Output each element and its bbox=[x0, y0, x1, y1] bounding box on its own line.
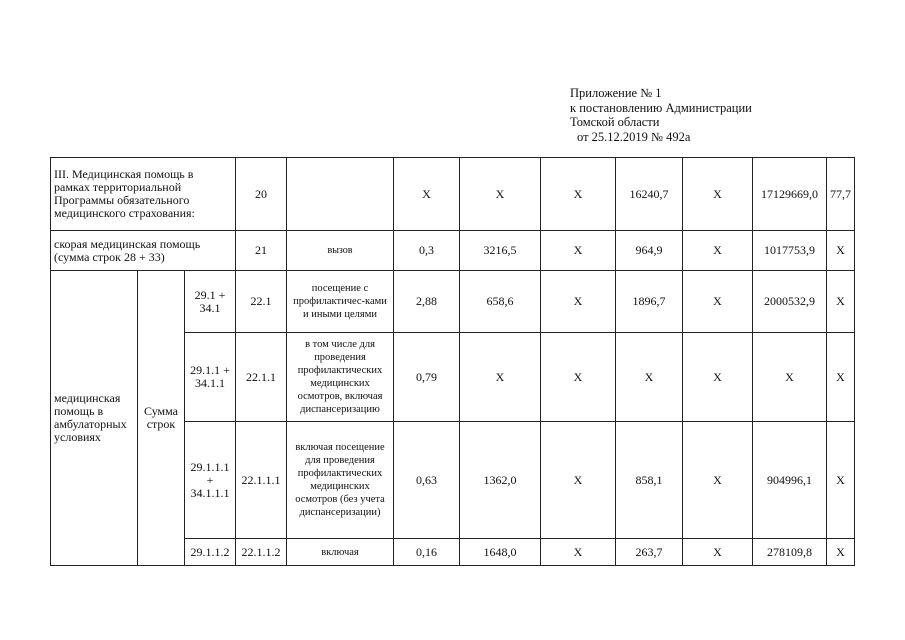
cell-c2: X bbox=[460, 333, 541, 422]
group-name: медицинская помощь в амбулаторных условиях bbox=[51, 271, 138, 566]
cell-c1: 0,79 bbox=[394, 333, 460, 422]
cell-c4: 858,1 bbox=[616, 422, 683, 539]
appendix-line-4: от 25.12.2019 № 492а bbox=[577, 129, 691, 144]
cell-c6: X bbox=[753, 333, 827, 422]
cell-c3: X bbox=[541, 539, 616, 566]
row-line-number: 22.1.1 bbox=[236, 333, 287, 422]
cell-c1: 2,88 bbox=[394, 271, 460, 333]
row-line-number: 22.1.1.2 bbox=[236, 539, 287, 566]
cell-c4: 263,7 bbox=[616, 539, 683, 566]
row-name: скорая медицинская помощь (сумма строк 28 + 33) bbox=[51, 231, 236, 271]
row-line-number: 22.1.1.1 bbox=[236, 422, 287, 539]
financing-table bbox=[50, 157, 855, 566]
cell-c4: 964,9 bbox=[616, 231, 683, 271]
cell-c3: X bbox=[541, 333, 616, 422]
group-sum-label: Сумма строк bbox=[138, 271, 185, 566]
row-source-rows: 29.1.1.1 + 34.1.1.1 bbox=[185, 422, 236, 539]
cell-c1: 0,16 bbox=[394, 539, 460, 566]
cell-c3: X bbox=[541, 158, 616, 231]
row-line-number: 21 bbox=[236, 231, 287, 271]
cell-c7: X bbox=[827, 231, 855, 271]
table-row bbox=[51, 271, 855, 333]
cell-c5: X bbox=[683, 539, 753, 566]
row-unit: включая bbox=[287, 539, 394, 566]
row-unit: включая посещение для проведения профилактических медицинских осмотров (без учета диспансеризации) bbox=[287, 422, 394, 539]
table-row bbox=[51, 231, 855, 271]
row-unit: посещение с профилактичес-ками и иными целями bbox=[287, 271, 394, 333]
cell-c4: 1896,7 bbox=[616, 271, 683, 333]
cell-c5: X bbox=[683, 422, 753, 539]
cell-c1: 0,3 bbox=[394, 231, 460, 271]
cell-c5: X bbox=[683, 158, 753, 231]
cell-c7: 77,7 bbox=[827, 158, 855, 231]
cell-c7: X bbox=[827, 333, 855, 422]
cell-c2: 1648,0 bbox=[460, 539, 541, 566]
row-unit: вызов bbox=[287, 231, 394, 271]
cell-c2: X bbox=[460, 158, 541, 231]
cell-c5: X bbox=[683, 271, 753, 333]
row-source-rows: 29.1.1.2 bbox=[185, 539, 236, 566]
row-unit: в том числе для проведения профилактических медицинских осмотров, включая диспансеризацию bbox=[287, 333, 394, 422]
table-row bbox=[51, 158, 855, 231]
cell-c5: X bbox=[683, 333, 753, 422]
cell-c7: X bbox=[827, 422, 855, 539]
cell-c6: 2000532,9 bbox=[753, 271, 827, 333]
row-source-rows: 29.1.1 + 34.1.1 bbox=[185, 333, 236, 422]
cell-c5: X bbox=[683, 231, 753, 271]
appendix-line-1: Приложение № 1 bbox=[570, 86, 662, 100]
cell-c1: 0,63 bbox=[394, 422, 460, 539]
row-name: III. Медицинская помощь в рамках территориальной Программы обязательного медицинского страхования: bbox=[51, 158, 236, 231]
cell-c6: 17129669,0 bbox=[753, 158, 827, 231]
cell-c4: X bbox=[616, 333, 683, 422]
row-unit bbox=[287, 158, 394, 231]
cell-c2: 1362,0 bbox=[460, 422, 541, 539]
cell-c7: X bbox=[827, 539, 855, 566]
cell-c6: 1017753,9 bbox=[753, 231, 827, 271]
row-line-number: 20 bbox=[236, 158, 287, 231]
cell-c4: 16240,7 bbox=[616, 158, 683, 231]
appendix-header bbox=[570, 86, 752, 144]
cell-c7: X bbox=[827, 271, 855, 333]
appendix-line-3: Томской области bbox=[570, 115, 660, 129]
row-source-rows: 29.1 + 34.1 bbox=[185, 271, 236, 333]
cell-c1: X bbox=[394, 158, 460, 231]
row-line-number: 22.1 bbox=[236, 271, 287, 333]
cell-c3: X bbox=[541, 271, 616, 333]
cell-c3: X bbox=[541, 422, 616, 539]
cell-c2: 3216,5 bbox=[460, 231, 541, 271]
cell-c2: 658,6 bbox=[460, 271, 541, 333]
cell-c6: 278109,8 bbox=[753, 539, 827, 566]
appendix-line-2: к постановлению Администрации bbox=[570, 100, 752, 115]
cell-c3: X bbox=[541, 231, 616, 271]
cell-c6: 904996,1 bbox=[753, 422, 827, 539]
